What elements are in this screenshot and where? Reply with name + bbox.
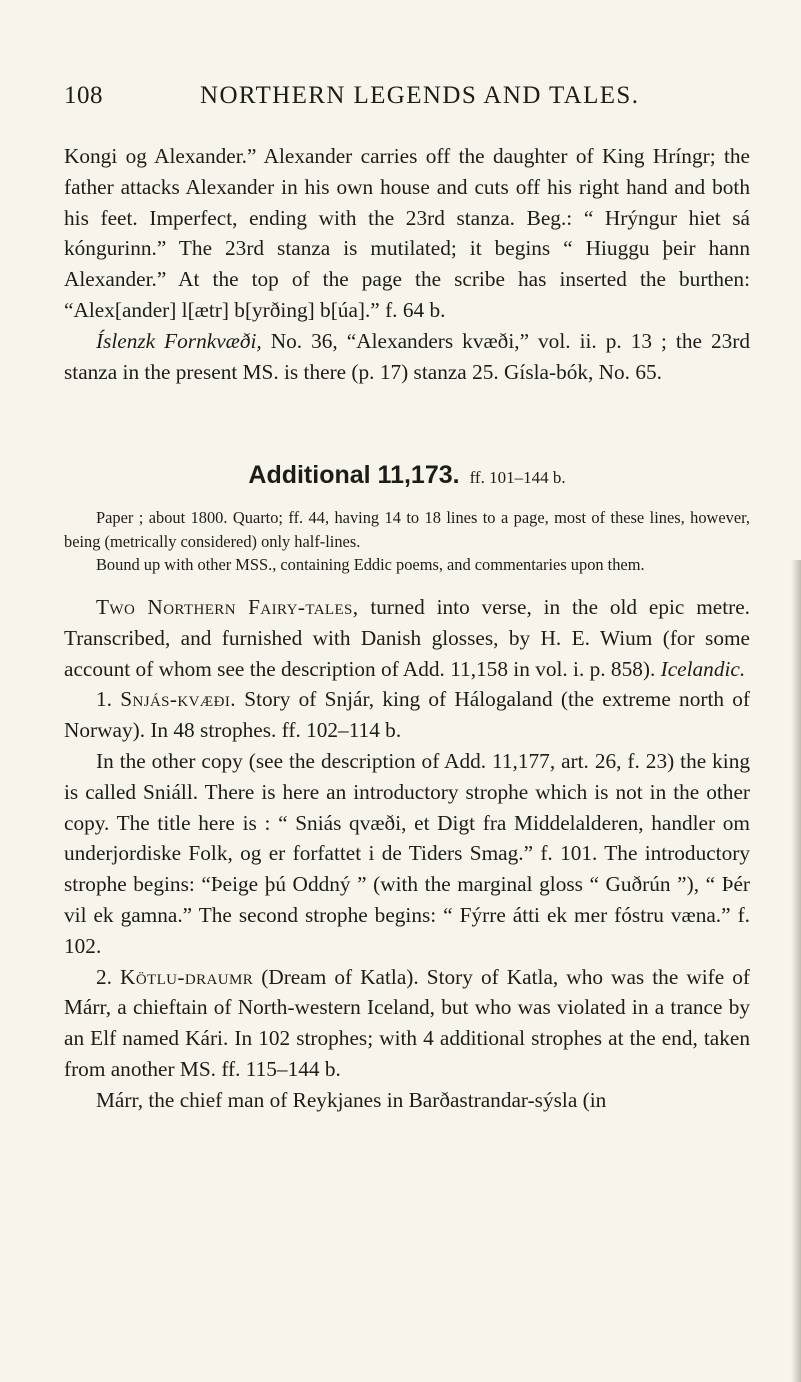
folio-range: ff. 101–144 b. [469,468,566,488]
language-label: Icelandic. [660,656,746,681]
item-text: Story of Snjár, king of Hálogaland (the extreme north of Norway). In 48 strophes. ff. 102–114 b. [64,687,751,743]
page-number: 108 [64,82,103,109]
running-title: NORTHERN LEGENDS AND TALES. [200,82,640,109]
paragraph-text: Kongi og Alexander.” Alexander carries off the daughter of King Hríngr; the father attacks Alexander in his own house and cuts off his right hand and both his feet. Imperfect, ending with the 23rd stanza. Beg.: “ Hrýngur hiet sá kóngurinn.” The 23rd stanza is mutilated; it begins “ Hiuggu þeir hann Alexander.” At the top of the page the scribe has inserted the burthen: “Alex[ander] l[ætr] b[yrðing] b[úa].” f. 64 b. [64,144,750,322]
item-title: Kötlu-draumr [120,964,254,989]
physical-description [64,506,750,552]
item-snjas-kvaedi [64,684,750,746]
paragraph-text: Márr, the chief man of Reykjanes in Barðastrandar-sýsla (in [96,1087,607,1112]
paragraph-other-copy [64,746,750,962]
item-kotlu-draumr [64,962,750,1085]
paragraph-kongi-og-alexander [64,141,750,326]
item-number: 2. [96,964,121,989]
description-text: Bound up with other MSS., containing Eddic poems, and commentaries upon them. [96,554,645,574]
item-title: Snjás-kvæði. [120,687,236,712]
manuscript-heading: Additional 11,173. [248,461,460,490]
section-heading [64,455,750,498]
paragraph-text: No. 36, “Alexanders kvæði,” vol. ii. p. 13 ; the 23rd stanza in the present MS. is there (p. 17) stanza 25. Gísla-bók, No. 65. [64,328,750,384]
paragraph-islenzk-fornkvaedi [64,326,750,388]
description-text: Paper ; about 1800. Quarto; ff. 44, having 14 to 18 lines to a page, most of these lines, however, being (metrically considered) only half-lines. [64,508,750,551]
item-text: (Dream of Katla). Story of Katla, who was the wife of Márr, a chieftain of North-western Iceland, but who was violated in a trance by an Elf named Kári. In 102 strophes; with 4 additional strophes at the end, taken from another MS. ff. 115–144 b. [64,964,750,1081]
paragraph-fairy-tales [64,592,750,684]
page-edge-shadow [791,560,801,1382]
paragraph-text: turned into verse, in the old epic metre. Transcribed, and furnished with Danish glosses, by H. E. Wium (for some account of whom see the description of Add. 11,158 in vol. i. p. 858). [64,594,750,681]
item-number: 1. [96,687,121,712]
binding-description [64,553,750,576]
paragraph-marr [64,1085,750,1116]
small-caps-heading: Two Northern Fairy-tales, [96,594,359,619]
page-body [64,141,750,1116]
paragraph-text: In the other copy (see the description of Add. 11,177, art. 26, f. 23) the king is called Sniáll. There is here an introductory strophe which is not in the other copy. The title here is : “ Sniás qvæði, et Digt fra Middelalderen, handler om underjordiske Folk, og er forfattet i de Tiders Smag.” f. 101. The introductory strophe begins: “Þeige þú Oddný ” (with the marginal gloss “ Guðrún ”), “ Þér vil ek gamna.” The second strophe begins: “ Fýrre átti ek mer fóstru væna.” f. 102. [64,748,750,958]
page-header [64,82,744,122]
book-title: Íslenzk Fornkvæði, [96,328,262,353]
